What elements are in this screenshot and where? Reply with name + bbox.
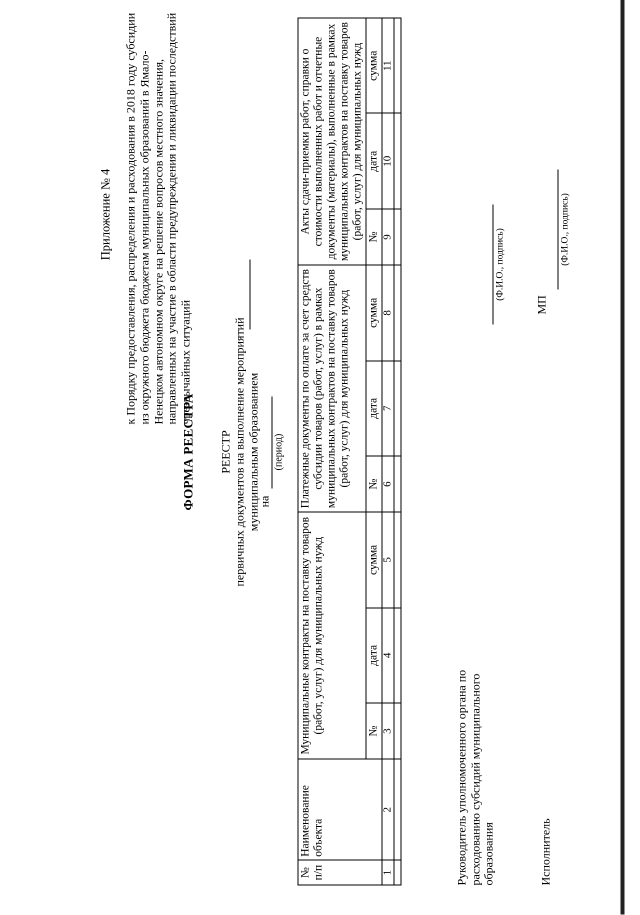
subheader-cell: №	[366, 456, 382, 512]
column-number: 5	[382, 512, 394, 607]
column-number: 8	[382, 265, 394, 360]
appendix-title: Приложение № 4	[99, 5, 113, 425]
seal-place-label: МП	[535, 295, 550, 314]
header-payment-docs: Платежные документы по оплате за счет средств субсидии товаров (работ, услуг) в рамках муниципальных контрактов на поставку товаров (работ, услуг) для муниципальных нужд	[298, 265, 366, 512]
form-title: ФОРМА РЕЕСТРА	[181, 0, 197, 905]
column-number: 1	[382, 860, 394, 885]
subheader-cell: сумма	[366, 265, 382, 360]
register-table	[298, 18, 402, 886]
reestr-heading	[219, 0, 261, 905]
scan-edge-line	[621, 0, 625, 915]
header-num: № п/п	[298, 860, 382, 885]
subheader-cell: №	[366, 209, 382, 265]
appendix-block	[99, 5, 194, 425]
head-signature-label: Руководитель уполномоченного органа по расходованию субсидий муниципального образования	[456, 626, 497, 886]
executor-signature-line	[558, 170, 559, 290]
document-page	[1, 0, 640, 905]
subheader-cell: дата	[366, 361, 382, 456]
subheader-cell: сумма	[366, 18, 382, 114]
executor-label: Исполнитель	[539, 818, 554, 885]
subheader-cell: №	[366, 703, 382, 759]
subheader-cell: дата	[366, 608, 382, 703]
empty-data-row	[394, 18, 401, 885]
reestr-line-2: муниципальным образованием	[247, 0, 261, 905]
column-number: 10	[382, 114, 394, 209]
column-number: 6	[382, 456, 394, 512]
period-blank-line	[260, 397, 273, 489]
column-number: 7	[382, 361, 394, 456]
period-row	[258, 0, 273, 905]
column-number: 3	[382, 703, 394, 759]
subheader-cell: дата	[366, 114, 382, 209]
head-signature-caption: (Ф.И.О., подпись)	[496, 195, 506, 335]
reestr-line-1: первичных документов на выполнение мероприятий	[233, 0, 247, 905]
executor-signature-caption: (Ф.И.О., подпись)	[561, 160, 571, 300]
column-number: 9	[382, 209, 394, 265]
column-number: 4	[382, 608, 394, 703]
header-contracts: Муниципальные контракты на поставку товаров (работ, услуг) для муниципальных нужд	[298, 512, 366, 759]
subheader-cell: сумма	[366, 512, 382, 607]
header-object-name: Наименование объекта	[298, 759, 382, 860]
head-signature-line	[493, 205, 494, 325]
period-on-label: на	[258, 496, 272, 508]
reestr-title: РЕЕСТР	[219, 0, 233, 905]
appendix-body: к Порядку предоставления, распределения и расходования в 2018 году субсидии из окружного бюджета бюджетам муниципальных образований в Ямало-Ненецком автономном округе на решение вопросов местного значения, направленных на участие в области предупреждения и ликвидации последствий чрезвычайных ситуаций	[125, 5, 194, 425]
period-caption: (период)	[274, 0, 285, 905]
column-number-row	[382, 18, 394, 885]
header-acceptance-acts: Акты сдачи-приемки работ, справки о стоимости выполненных работ и отчетные документы (материалы), выполненные в рамках муниципальных контрактов на поставку товаров (работ, услуг) для муниципальных нужд	[298, 18, 366, 265]
municipality-blank-line	[250, 260, 251, 330]
column-number: 11	[382, 18, 394, 114]
column-number: 2	[382, 759, 394, 860]
